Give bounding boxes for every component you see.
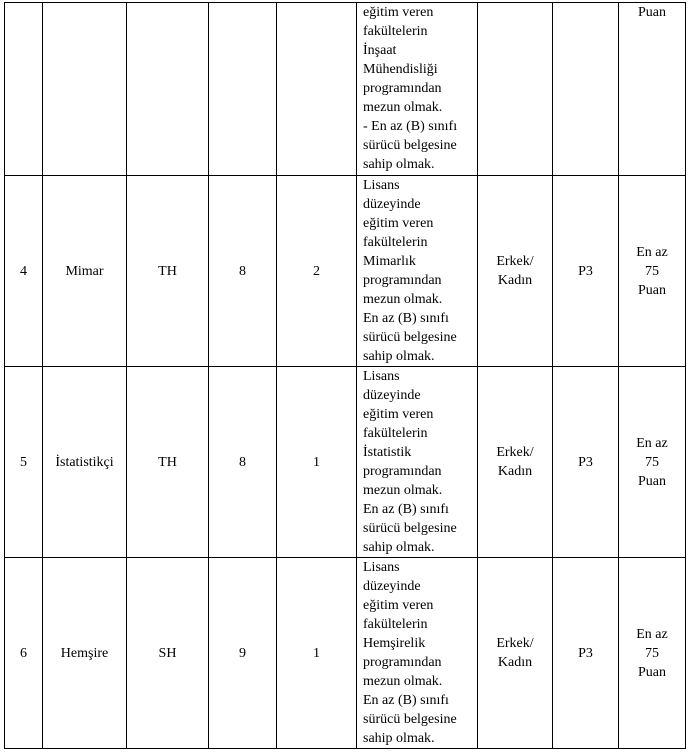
- minimum-score: En az 75 Puan: [619, 176, 686, 367]
- position-title: Hemşire: [43, 558, 127, 749]
- score-type: P3: [553, 367, 619, 558]
- minimum-score: Puan: [619, 3, 686, 176]
- score-type: [553, 3, 619, 176]
- position-degree: [209, 3, 277, 176]
- position-class: TH: [127, 176, 209, 367]
- position-count: [277, 3, 357, 176]
- table-row: [5, 558, 686, 749]
- position-count: 1: [277, 558, 357, 749]
- position-degree: 9: [209, 558, 277, 749]
- requirements-text: Lisans düzeyinde eğitim veren fakültelerin İstatistik programından mezun olmak. En az (B) sınıfı sürücü belgesine sahip olmak.: [357, 367, 478, 558]
- row-number: 4: [5, 176, 43, 367]
- position-count: 1: [277, 367, 357, 558]
- gender: Erkek/ Kadın: [478, 558, 553, 749]
- position-degree: 8: [209, 176, 277, 367]
- minimum-score: En az 75 Puan: [619, 367, 686, 558]
- gender: Erkek/ Kadın: [478, 176, 553, 367]
- position-title: Mimar: [43, 176, 127, 367]
- requirements-text: eğitim veren fakültelerin İnşaat Mühendisliği programından mezun olmak. - En az (B) sınıfı sürücü belgesine sahip olmak.: [357, 3, 478, 176]
- table-row: [5, 367, 686, 558]
- requirements-text: Lisans düzeyinde eğitim veren fakültelerin Mimarlık programından mezun olmak. En az (B) sınıfı sürücü belgesine sahip olmak.: [357, 176, 478, 367]
- gender: [478, 3, 553, 176]
- row-number: 5: [5, 367, 43, 558]
- score-type: P3: [553, 176, 619, 367]
- position-class: [127, 3, 209, 176]
- table-row: [5, 3, 686, 176]
- score-type: P3: [553, 558, 619, 749]
- position-title: İstatistikçi: [43, 367, 127, 558]
- position-class: TH: [127, 367, 209, 558]
- position-degree: 8: [209, 367, 277, 558]
- position-title: [43, 3, 127, 176]
- requirements-text: Lisans düzeyinde eğitim veren fakültelerin Hemşirelik programından mezun olmak. En az (B) sınıfı sürücü belgesine sahip olmak.: [357, 558, 478, 749]
- position-count: 2: [277, 176, 357, 367]
- minimum-score: En az 75 Puan: [619, 558, 686, 749]
- table-row: [5, 176, 686, 367]
- staff-requirements-table: [4, 2, 686, 749]
- row-number: 6: [5, 558, 43, 749]
- gender: Erkek/ Kadın: [478, 367, 553, 558]
- position-class: SH: [127, 558, 209, 749]
- row-number: [5, 3, 43, 176]
